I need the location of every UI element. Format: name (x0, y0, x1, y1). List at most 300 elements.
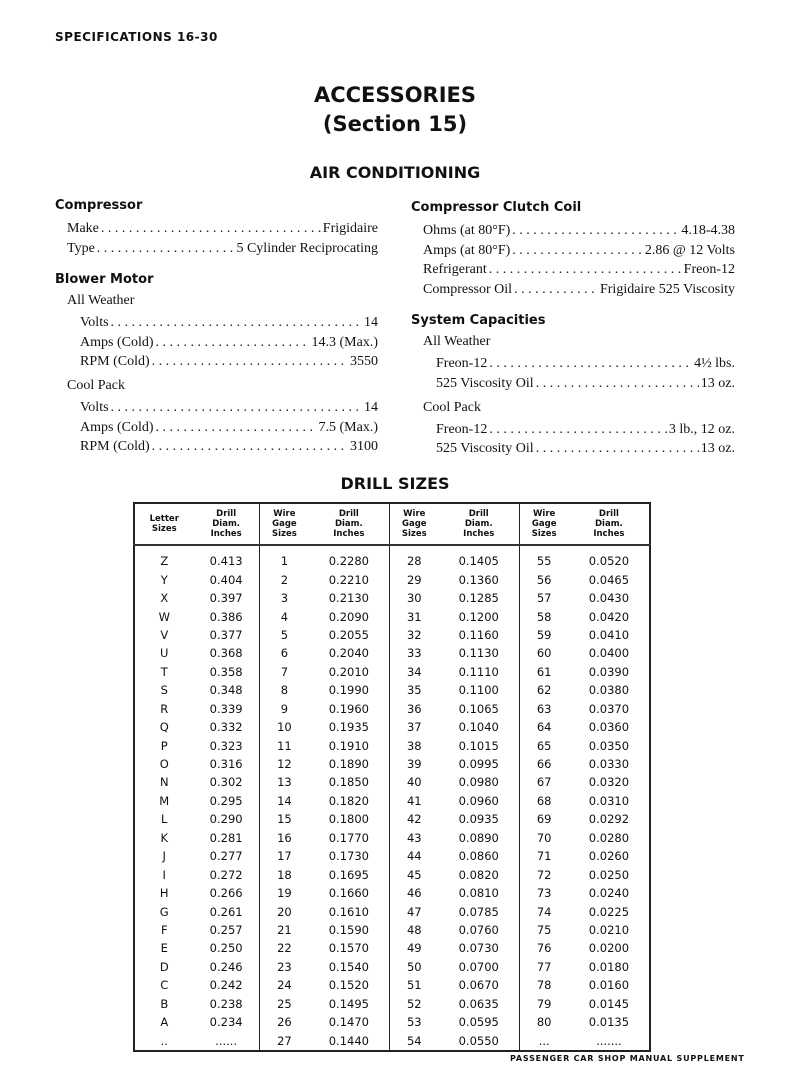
size-cell: Z (160, 554, 169, 569)
spec-label: Type (67, 240, 95, 256)
table-body (134, 545, 650, 1051)
diameter-cell: 0.1770 (309, 829, 389, 847)
size-cell: H (159, 886, 169, 901)
size-cell: 60 (536, 646, 552, 661)
table-row (134, 829, 650, 847)
spec-value: 13 oz. (700, 441, 735, 457)
diameter-cell: 0.0785 (439, 902, 519, 920)
leader-dots (536, 439, 699, 459)
column-header-line: Wire (273, 509, 296, 519)
diameter-cell: 0.1820 (309, 792, 389, 810)
size-cell: 6 (280, 646, 289, 661)
diameter-cell: 0.0400 (569, 644, 650, 662)
spec-value: 2.86 @ 12 Volts (644, 242, 735, 258)
diameter-cell: 0.368 (194, 644, 260, 662)
diameter-cell: 0.234 (194, 1013, 260, 1031)
size-cell: 67 (536, 775, 552, 790)
size-cell: Q (159, 720, 169, 735)
system-capacities-heading: System Capacities (411, 313, 546, 329)
size-cell: 1 (280, 554, 289, 569)
page-subtitle: (Section 15) (322, 112, 468, 136)
spec-label: Amps (at 80°F) (423, 242, 511, 258)
size-cell: 63 (536, 701, 552, 716)
leader-dots (489, 420, 667, 440)
diameter-cell: 0.0310 (569, 792, 650, 810)
diameter-cell: 0.316 (194, 755, 260, 773)
diameter-cell: 0.1065 (439, 700, 519, 718)
size-cell: 10 (277, 720, 292, 735)
diameter-cell: 0.1730 (309, 847, 389, 865)
size-cell: 70 (536, 830, 552, 845)
diameter-cell: 0.0225 (569, 902, 650, 920)
diameter-cell: 0.0135 (569, 1013, 650, 1031)
size-cell: 35 (406, 683, 422, 698)
table-row (134, 570, 650, 588)
spec-label: 525 Viscosity Oil (436, 441, 534, 457)
diameter-cell: 0.0890 (439, 829, 519, 847)
diameter-cell: 0.1285 (439, 589, 519, 607)
table-row (134, 718, 650, 736)
size-cell: 49 (406, 941, 422, 956)
diameter-cell: 0.1990 (309, 681, 389, 699)
size-cell: 74 (536, 904, 552, 919)
column-header-line: Inches (333, 529, 365, 539)
diameter-cell: 0.0960 (439, 792, 519, 810)
compressor-specs (55, 219, 378, 258)
diameter-cell: 0.0160 (569, 976, 650, 994)
leader-dots (152, 352, 348, 372)
spec-row (55, 352, 378, 372)
column-header-line: Gage (272, 519, 297, 529)
diameter-cell: 0.295 (194, 792, 260, 810)
size-cell: 72 (536, 867, 552, 882)
leader-dots (97, 239, 235, 259)
spec-value: 14 (364, 315, 378, 331)
diameter-cell: 0.1360 (439, 570, 519, 588)
size-cell: 50 (406, 959, 422, 974)
leader-dots (111, 313, 362, 333)
spec-label: Refrigerant (423, 262, 487, 278)
diameter-cell: 0.0810 (439, 884, 519, 902)
subgroup-label: All Weather (423, 334, 491, 350)
table-row (134, 958, 650, 976)
spec-value: 3100 (350, 439, 378, 455)
column-header-line: Sizes (151, 524, 177, 534)
size-cell: N (159, 775, 169, 790)
column-header-line: Drill (216, 509, 237, 519)
clutch-coil-specs (411, 221, 735, 299)
column-header (134, 503, 194, 545)
diameter-cell: 0.0320 (569, 773, 650, 791)
diameter-cell: 0.272 (194, 865, 260, 883)
spec-label: Volts (80, 399, 109, 415)
diameter-cell: 0.1850 (309, 773, 389, 791)
size-cell: 64 (536, 720, 552, 735)
column-header-line: Sizes (271, 529, 297, 539)
spec-row (55, 219, 378, 239)
size-cell: 57 (536, 591, 552, 606)
spec-row (411, 280, 735, 300)
diameter-cell: 0.0980 (439, 773, 519, 791)
column-header-line: Inches (210, 529, 242, 539)
diameter-cell: 0.0210 (569, 921, 650, 939)
diameter-cell: 0.1540 (309, 958, 389, 976)
column-header-line: Wire (403, 509, 426, 519)
diameter-cell: 0.0200 (569, 939, 650, 957)
page-title: ACCESSORIES (313, 83, 477, 107)
table-row (134, 995, 650, 1013)
table-row (134, 773, 650, 791)
table-row (134, 681, 650, 699)
size-cell: 26 (277, 1015, 292, 1030)
size-cell: 69 (536, 812, 552, 827)
size-cell: 76 (536, 941, 552, 956)
size-cell: T (160, 664, 168, 679)
diameter-cell: 0.339 (194, 700, 260, 718)
table-row (134, 545, 650, 570)
diameter-cell: 0.1800 (309, 810, 389, 828)
diameter-cell: 0.0410 (569, 626, 650, 644)
diameter-cell: 0.277 (194, 847, 260, 865)
diameter-cell: 0.238 (194, 995, 260, 1013)
diameter-cell: 0.1960 (309, 700, 389, 718)
diameter-cell: 0.0420 (569, 607, 650, 625)
diameter-cell: ....... (569, 1031, 650, 1050)
table-row (134, 921, 650, 939)
leader-dots (156, 418, 317, 438)
column-header-line: Drill (468, 509, 489, 519)
diameter-cell: 0.0730 (439, 939, 519, 957)
diameter-cell: 0.0670 (439, 976, 519, 994)
diameter-cell: 0.0860 (439, 847, 519, 865)
column-header-line: Diam. (464, 519, 493, 529)
size-cell: 37 (406, 720, 422, 735)
size-cell: 44 (406, 849, 422, 864)
table-row (134, 810, 650, 828)
size-cell: 8 (280, 683, 289, 698)
table-row (134, 663, 650, 681)
diameter-cell: 0.1130 (439, 644, 519, 662)
diameter-cell: 0.0180 (569, 958, 650, 976)
spec-row (411, 260, 735, 280)
spec-value: Frigidaire (322, 221, 378, 236)
subgroup-label: Cool Pack (423, 399, 481, 415)
column-header-line: Diam. (334, 519, 363, 529)
table-row (134, 589, 650, 607)
size-cell: 17 (277, 849, 292, 864)
size-cell: F (160, 922, 168, 937)
subgroup-label: All Weather (67, 293, 135, 309)
spec-label: Make (67, 221, 99, 236)
column-header-line: Diam. (212, 519, 241, 529)
size-cell: 79 (536, 996, 552, 1011)
diameter-cell: 0.266 (194, 884, 260, 902)
drill-sizes-title: DRILL SIZES (340, 474, 450, 493)
diameter-cell: 0.413 (194, 545, 260, 570)
diameter-cell: 0.2280 (309, 545, 389, 570)
size-cell: U (160, 646, 169, 661)
spec-value: 5 Cylinder Reciprocating (236, 240, 378, 256)
right-spec-column (411, 200, 735, 459)
size-cell: 58 (536, 609, 552, 624)
size-cell: A (160, 1015, 169, 1030)
size-cell: 59 (536, 627, 552, 642)
size-cell: 12 (277, 757, 292, 772)
diameter-cell: 0.0380 (569, 681, 650, 699)
size-cell: 21 (277, 922, 292, 937)
column-header (309, 503, 389, 545)
column-header-line: Sizes (531, 529, 557, 539)
size-cell: M (159, 793, 170, 808)
size-cell: 16 (277, 830, 292, 845)
table-row (134, 626, 650, 644)
diameter-cell: 0.1495 (309, 995, 389, 1013)
size-cell: 19 (277, 886, 292, 901)
spec-value: 4½ lbs. (694, 356, 735, 372)
spec-label: Amps (Cold) (80, 334, 154, 350)
size-cell: B (160, 996, 169, 1011)
diameter-cell: 0.0760 (439, 921, 519, 939)
diameter-cell: 0.2040 (309, 644, 389, 662)
spec-row (55, 418, 378, 438)
size-cell: 23 (277, 959, 292, 974)
size-cell: 54 (406, 1033, 422, 1048)
diameter-cell: 0.246 (194, 958, 260, 976)
leader-dots (512, 221, 679, 241)
spec-label: Volts (80, 315, 109, 331)
diameter-cell: 0.1470 (309, 1013, 389, 1031)
spec-row (55, 398, 378, 418)
size-cell: 34 (406, 664, 422, 679)
size-cell: P (160, 738, 168, 753)
leader-dots (152, 437, 348, 457)
spec-value: 3 lb., 12 oz. (668, 421, 735, 437)
diameter-cell: 0.332 (194, 718, 260, 736)
diameter-cell: 0.2210 (309, 570, 389, 588)
spec-row (55, 333, 378, 353)
size-cell: E (160, 941, 168, 956)
size-cell: I (162, 867, 166, 882)
diameter-cell: 0.302 (194, 773, 260, 791)
column-header-line: Letter (149, 514, 179, 524)
running-head: SPECIFICATIONS 16-30 (55, 30, 218, 44)
size-cell: 46 (406, 886, 422, 901)
diameter-cell: 0.323 (194, 736, 260, 754)
spec-row (55, 239, 378, 259)
column-header-line: Gage (531, 519, 557, 529)
diameter-cell: 0.261 (194, 902, 260, 920)
diameter-cell: 0.0595 (439, 1013, 519, 1031)
leader-dots (156, 333, 310, 353)
column-header (569, 503, 650, 545)
spec-row (411, 374, 735, 394)
diameter-cell: 0.358 (194, 663, 260, 681)
size-cell: 62 (536, 683, 552, 698)
diameter-cell: 0.1405 (439, 545, 519, 570)
leader-dots (536, 374, 699, 394)
size-cell: 28 (406, 554, 422, 569)
diameter-cell: 0.397 (194, 589, 260, 607)
diameter-cell: 0.2055 (309, 626, 389, 644)
diameter-cell: 0.404 (194, 570, 260, 588)
column-header-line: Diam. (595, 519, 623, 529)
column-header-line: Drill (338, 509, 359, 519)
table-row (134, 755, 650, 773)
diameter-cell: 0.1440 (309, 1031, 389, 1050)
size-cell: 77 (536, 959, 552, 974)
diameter-cell: 0.1015 (439, 736, 519, 754)
diameter-cell: 0.0250 (569, 865, 650, 883)
diameter-cell: 0.0330 (569, 755, 650, 773)
column-header (389, 503, 439, 545)
diameter-cell: 0.257 (194, 921, 260, 939)
size-cell: 11 (277, 738, 292, 753)
spec-row (411, 241, 735, 261)
diameter-cell: 0.1610 (309, 902, 389, 920)
spec-value: Frigidaire 525 Viscosity (599, 281, 735, 297)
column-header (439, 503, 519, 545)
table-row (134, 792, 650, 810)
size-cell: 43 (406, 830, 422, 845)
diameter-cell: 0.1695 (309, 865, 389, 883)
spec-value: 3550 (350, 354, 378, 370)
spec-value: 4.18-4.38 (681, 223, 735, 238)
diameter-cell: 0.1590 (309, 921, 389, 939)
size-cell: 66 (536, 757, 552, 772)
size-cell: 52 (406, 996, 422, 1011)
size-cell: 38 (406, 738, 422, 753)
diameter-cell: 0.0292 (569, 810, 650, 828)
table-row (134, 939, 650, 957)
size-cell: 13 (277, 775, 292, 790)
size-cell: 68 (536, 793, 552, 808)
diameter-cell: 0.1200 (439, 607, 519, 625)
table-row (134, 1031, 650, 1050)
column-header-line: Inches (463, 529, 495, 539)
size-cell: 3 (280, 591, 289, 606)
diameter-cell: 0.1040 (439, 718, 519, 736)
size-cell: 41 (406, 793, 422, 808)
table-row (134, 736, 650, 754)
diameter-cell: 0.0520 (569, 545, 650, 570)
diameter-cell: 0.2090 (309, 607, 389, 625)
diameter-cell: 0.1110 (439, 663, 519, 681)
diameter-cell: 0.0240 (569, 884, 650, 902)
table-row (134, 1013, 650, 1031)
clutch-coil-heading: Compressor Clutch Coil (411, 200, 582, 215)
size-cell: 20 (277, 904, 292, 919)
left-spec-column (55, 198, 378, 457)
diameter-cell: 0.0465 (569, 570, 650, 588)
size-cell: 30 (406, 591, 422, 606)
size-cell: 80 (536, 1015, 552, 1030)
diameter-cell: 0.0390 (569, 663, 650, 681)
diameter-cell: 0.0935 (439, 810, 519, 828)
spec-label: RPM (Cold) (80, 439, 150, 455)
diameter-cell: 0.1570 (309, 939, 389, 957)
size-cell: 15 (277, 812, 292, 827)
diameter-cell: 0.0700 (439, 958, 519, 976)
size-cell: 47 (406, 904, 422, 919)
spec-label: RPM (Cold) (80, 354, 150, 370)
size-cell: 22 (277, 941, 292, 956)
size-cell: 18 (277, 867, 292, 882)
diameter-cell: 0.0360 (569, 718, 650, 736)
section-title: AIR CONDITIONING (309, 163, 481, 182)
column-header (194, 503, 260, 545)
size-cell: 36 (406, 701, 422, 716)
diameter-cell: 0.250 (194, 939, 260, 957)
spec-row (411, 439, 735, 459)
diameter-cell: 0.1160 (439, 626, 519, 644)
leader-dots (489, 354, 692, 374)
size-cell: O (159, 757, 169, 772)
diameter-cell: 0.2010 (309, 663, 389, 681)
leader-dots (489, 260, 682, 280)
size-cell: 7 (280, 664, 289, 679)
spec-row (55, 437, 378, 457)
size-cell: ... (538, 1033, 550, 1048)
table-row (134, 976, 650, 994)
diameter-cell: 0.1520 (309, 976, 389, 994)
compressor-heading: Compressor (55, 198, 143, 213)
table-row (134, 607, 650, 625)
spec-value: Freon-12 (683, 262, 735, 278)
table-row (134, 865, 650, 883)
size-cell: D (159, 959, 169, 974)
column-header (519, 503, 569, 545)
diameter-cell: 0.290 (194, 810, 260, 828)
column-header-line: Wire (533, 509, 556, 519)
size-cell: 71 (536, 849, 552, 864)
size-cell: S (160, 683, 168, 698)
size-cell: L (161, 812, 168, 827)
subgroup-label: Cool Pack (67, 377, 125, 393)
diameter-cell: 0.0995 (439, 755, 519, 773)
size-cell: 73 (536, 886, 552, 901)
spec-row (55, 313, 378, 333)
size-cell: 45 (406, 867, 422, 882)
size-cell: 4 (280, 609, 289, 624)
size-cell: X (160, 591, 169, 606)
diameter-cell: 0.1910 (309, 736, 389, 754)
diameter-cell: 0.1890 (309, 755, 389, 773)
leader-dots (111, 398, 362, 418)
diameter-cell: 0.1935 (309, 718, 389, 736)
size-cell: 24 (277, 978, 292, 993)
drill-sizes-table (133, 502, 651, 1052)
table-header-row (134, 503, 650, 545)
size-cell: R (160, 701, 169, 716)
size-cell: 31 (406, 609, 422, 624)
size-cell: V (160, 627, 169, 642)
diameter-cell: ...... (194, 1031, 260, 1050)
table-row (134, 847, 650, 865)
size-cell: 78 (536, 978, 552, 993)
system-capacities-specs (411, 334, 735, 458)
spec-label: Freon-12 (436, 356, 488, 372)
page-footer: PASSENGER CAR SHOP MANUAL SUPPLEMENT (510, 1054, 745, 1063)
leader-dots (512, 241, 643, 261)
diameter-cell: 0.0260 (569, 847, 650, 865)
size-cell: K (160, 830, 169, 845)
size-cell: 42 (406, 812, 422, 827)
size-cell: 65 (536, 738, 552, 753)
spec-value: 14 (364, 399, 378, 415)
size-cell: .. (160, 1033, 168, 1048)
blower-motor-specs (55, 293, 378, 457)
table-row (134, 700, 650, 718)
